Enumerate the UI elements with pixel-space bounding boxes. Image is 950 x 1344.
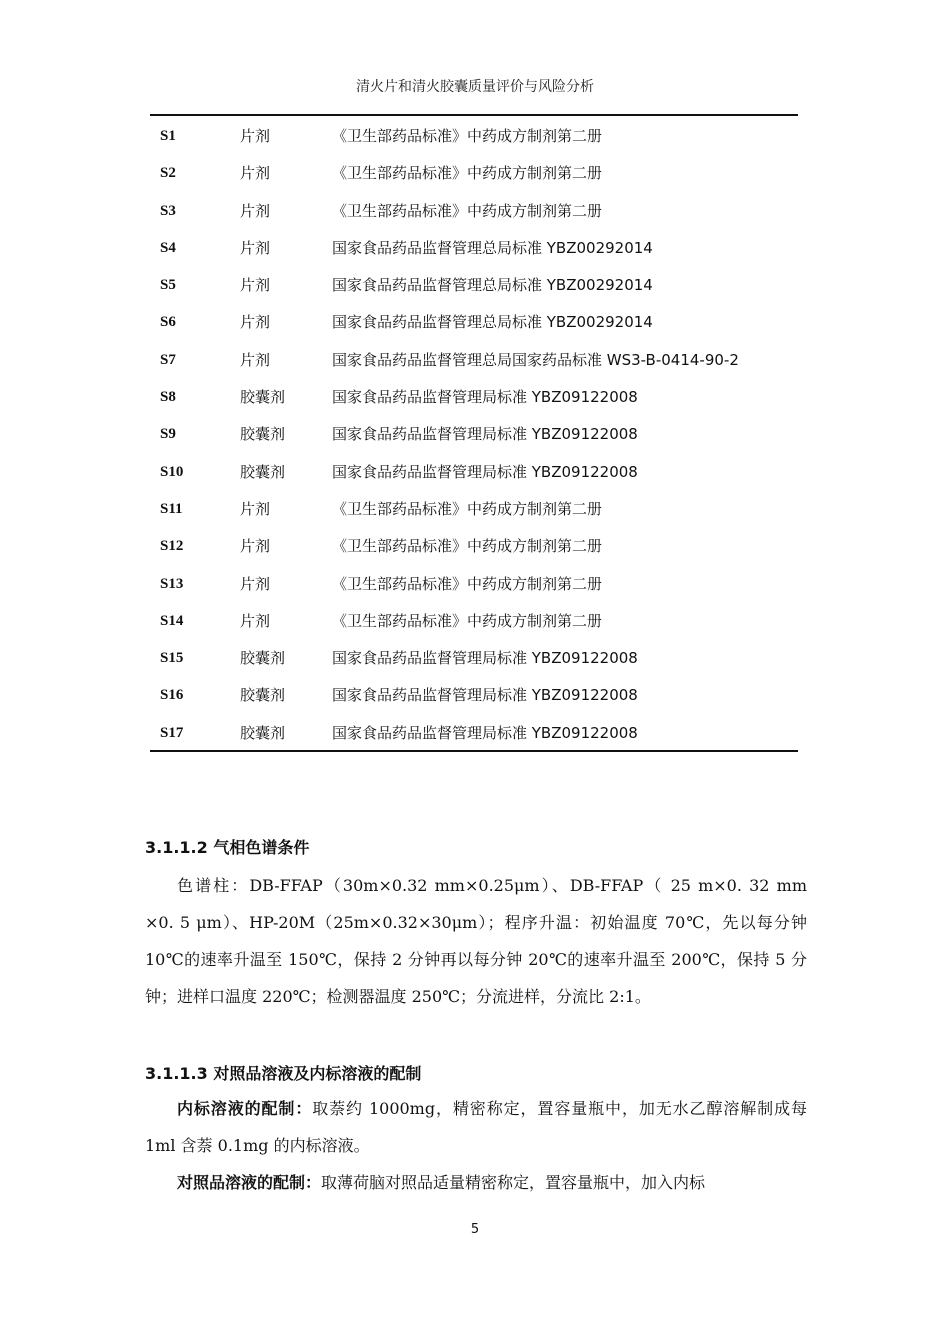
table-row bbox=[160, 342, 800, 379]
table-top-rule bbox=[150, 114, 798, 116]
table-row bbox=[160, 677, 800, 714]
sample-id-cell: S5 bbox=[160, 277, 176, 294]
table-row bbox=[160, 416, 800, 453]
dosage-form-cell: 片剂 bbox=[240, 611, 271, 630]
page-number: 5 bbox=[470, 1222, 480, 1237]
dosage-form-cell: 片剂 bbox=[240, 574, 271, 593]
standard-cell: 国家食品药品监督管理局标准 YBZ09122008 bbox=[332, 686, 638, 705]
sample-id-cell: S4 bbox=[160, 239, 176, 256]
dosage-form-cell: 片剂 bbox=[240, 238, 271, 257]
sample-id-cell: S7 bbox=[160, 351, 176, 368]
sample-id-cell: S14 bbox=[160, 612, 184, 629]
table-row bbox=[160, 715, 800, 752]
sample-id-cell: S16 bbox=[160, 687, 184, 704]
sample-id-cell: S3 bbox=[160, 202, 176, 219]
table-row bbox=[160, 304, 800, 341]
dosage-form-cell: 片剂 bbox=[240, 313, 271, 332]
sample-id-cell: S17 bbox=[160, 724, 184, 741]
table-row bbox=[160, 603, 800, 640]
standard-cell: 《卫生部药品标准》中药成方制剂第二册 bbox=[332, 537, 603, 556]
reference-solution-paragraph bbox=[145, 1164, 807, 1201]
dosage-form-cell: 胶囊剂 bbox=[240, 462, 286, 481]
table-row bbox=[160, 454, 800, 491]
sample-id-cell: S2 bbox=[160, 165, 176, 182]
reference-solution-lead: 对照品溶液的配制： bbox=[177, 1173, 322, 1192]
sample-id-cell: S10 bbox=[160, 463, 184, 480]
table-row bbox=[160, 528, 800, 565]
standard-cell: 国家食品药品监督管理总局标准 YBZ00292014 bbox=[332, 313, 653, 332]
dosage-form-cell: 胶囊剂 bbox=[240, 425, 286, 444]
dosage-form-cell: 片剂 bbox=[240, 127, 271, 145]
standard-cell: 国家食品药品监督管理局标准 YBZ09122008 bbox=[332, 649, 638, 668]
section-heading-solutions: 3.1.1.3 对照品溶液及内标溶液的配制 bbox=[145, 1064, 422, 1083]
sample-id-cell: S6 bbox=[160, 314, 176, 331]
standard-cell: 国家食品药品监督管理总局标准 YBZ00292014 bbox=[332, 238, 653, 257]
table-row bbox=[160, 155, 800, 192]
running-header: 清火片和清火胶囊质量评价与风险分析 bbox=[356, 79, 594, 95]
standard-cell: 《卫生部药品标准》中药成方制剂第二册 bbox=[332, 201, 603, 220]
dosage-form-cell: 胶囊剂 bbox=[240, 723, 286, 742]
dosage-form-cell: 片剂 bbox=[240, 276, 271, 295]
dosage-form-cell: 片剂 bbox=[240, 201, 271, 220]
standard-cell: 国家食品药品监督管理局标准 YBZ09122008 bbox=[332, 462, 638, 481]
sample-id-cell: S8 bbox=[160, 389, 176, 406]
table-row bbox=[160, 640, 800, 677]
standard-cell: 国家食品药品监督管理局标准 YBZ09122008 bbox=[332, 388, 638, 407]
standard-cell: 国家食品药品监督管理总局国家药品标准 WS3-B-0414-90-2 bbox=[332, 350, 739, 369]
section-heading-gc: 3.1.1.2 气相色谱条件 bbox=[145, 838, 310, 857]
table-row bbox=[160, 118, 800, 155]
table-row bbox=[160, 379, 800, 416]
dosage-form-cell: 片剂 bbox=[240, 164, 271, 183]
sample-id-cell: S13 bbox=[160, 575, 184, 592]
standard-cell: 国家食品药品监督管理总局标准 YBZ00292014 bbox=[332, 276, 653, 295]
table-row bbox=[160, 491, 800, 528]
sample-id-cell: S12 bbox=[160, 538, 184, 555]
dosage-form-cell: 胶囊剂 bbox=[240, 388, 286, 407]
table-bottom-rule bbox=[150, 750, 798, 752]
standard-cell: 《卫生部药品标准》中药成方制剂第二册 bbox=[332, 499, 603, 518]
dosage-form-cell: 片剂 bbox=[240, 537, 271, 556]
internal-standard-lead: 内标溶液的配制： bbox=[177, 1099, 313, 1118]
standard-cell: 《卫生部药品标准》中药成方制剂第二册 bbox=[332, 164, 603, 183]
dosage-form-cell: 片剂 bbox=[240, 499, 271, 518]
standard-cell: 国家食品药品监督管理局标准 YBZ09122008 bbox=[332, 425, 638, 444]
sample-id-cell: S11 bbox=[160, 500, 183, 517]
sample-id-cell: S1 bbox=[160, 128, 176, 144]
internal-standard-text: 取萘约 1000mg，精密称定，置容量瓶中，加无水乙醇溶解制成每 1ml 含萘 0.1mg 的内标溶液。 bbox=[145, 1099, 807, 1155]
internal-standard-paragraph bbox=[145, 1090, 807, 1164]
standard-cell: 国家食品药品监督管理局标准 YBZ09122008 bbox=[332, 723, 638, 742]
dosage-form-cell: 片剂 bbox=[240, 350, 271, 369]
table-row bbox=[160, 230, 800, 267]
table-row bbox=[160, 193, 800, 230]
reference-solution-text: 取薄荷脑对照品适量精密称定，置容量瓶中，加入内标 bbox=[321, 1173, 706, 1192]
table-row bbox=[160, 267, 800, 304]
gc-conditions-paragraph: 色谱柱：DB-FFAP（30m×0.32 mm×0.25μm）、DB-FFAP（ 25 m×0. 32 mm ×0. 5 μm）、HP-20M（25m×0.32×30μm）；程序升温：初始温度 70℃，先以每分钟 10℃的速率升温至 150℃，保持 2 分钟再以每分钟 20℃的速率升温至 200℃，保持 5 分钟；进样口温度 220℃；检测器温度 250℃；分流进样，分流比 2:1。 bbox=[145, 876, 807, 1006]
sample-table bbox=[160, 118, 800, 752]
standard-cell: 《卫生部药品标准》中药成方制剂第二册 bbox=[332, 611, 603, 630]
standard-cell: 《卫生部药品标准》中药成方制剂第二册 bbox=[332, 127, 603, 145]
standard-cell: 《卫生部药品标准》中药成方制剂第二册 bbox=[332, 574, 603, 593]
sample-id-cell: S9 bbox=[160, 426, 176, 443]
dosage-form-cell: 胶囊剂 bbox=[240, 686, 286, 705]
table-row bbox=[160, 566, 800, 603]
sample-id-cell: S15 bbox=[160, 650, 184, 667]
dosage-form-cell: 胶囊剂 bbox=[240, 649, 286, 668]
